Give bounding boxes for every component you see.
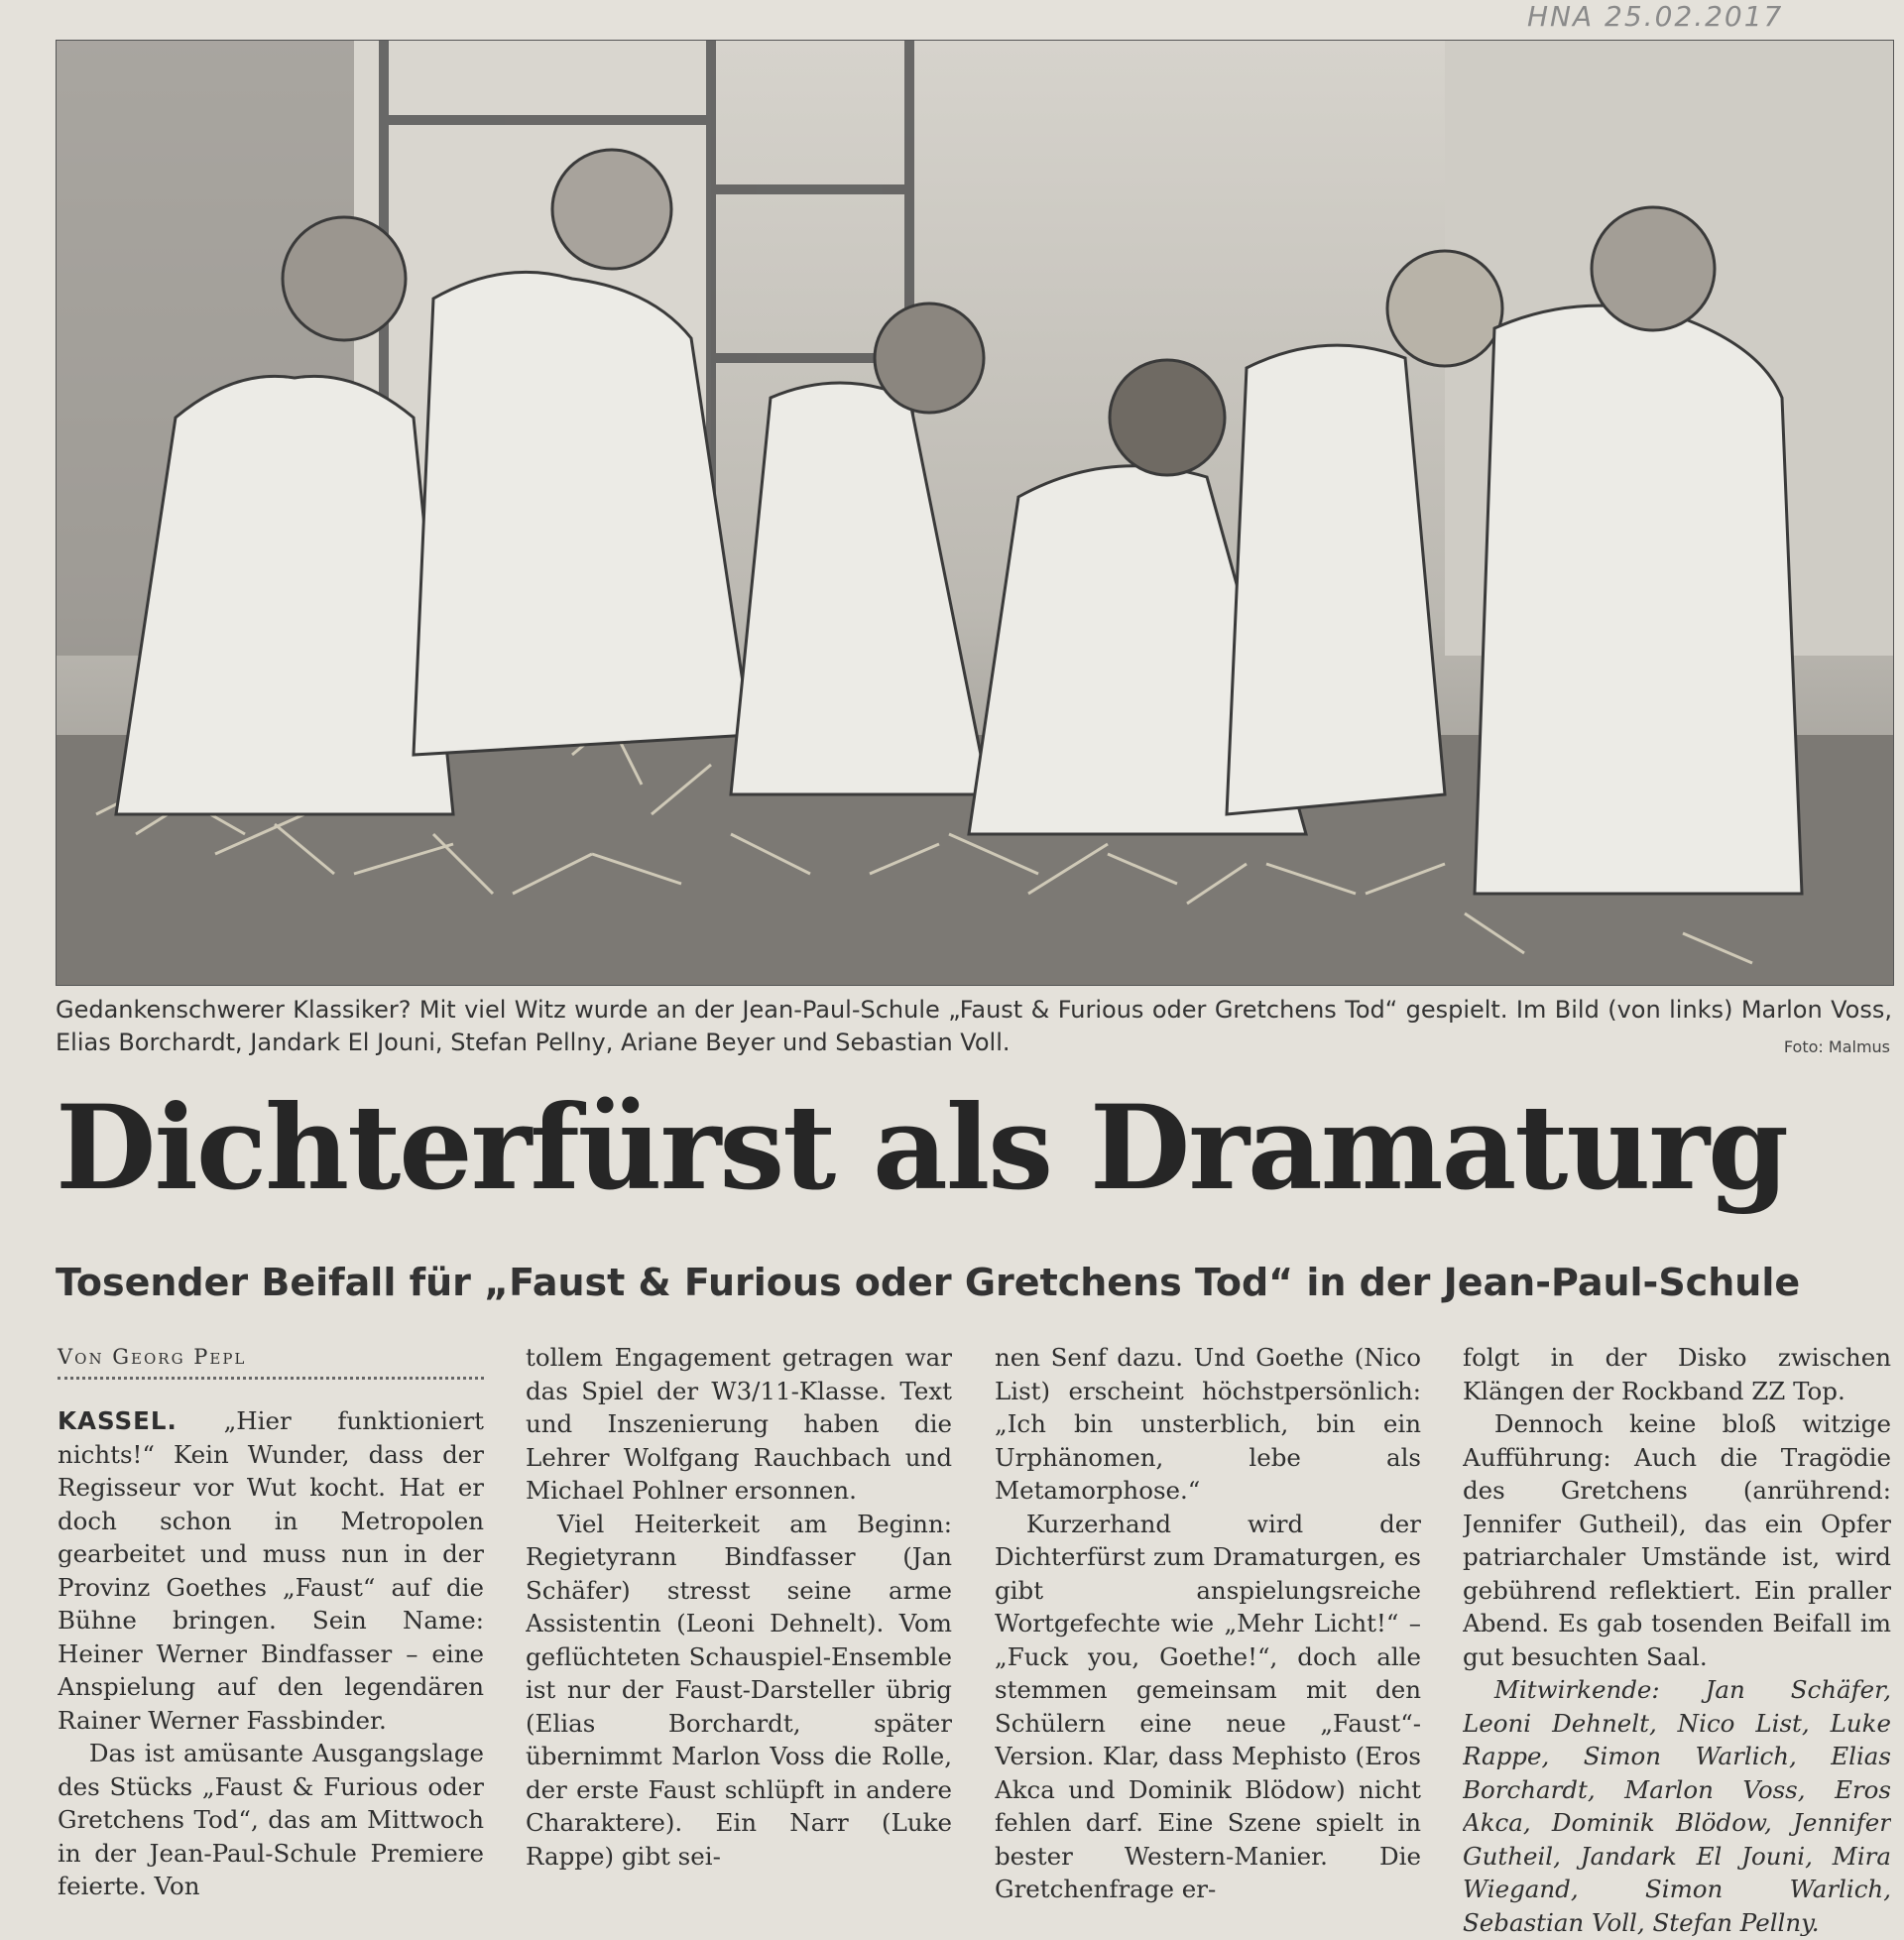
- article-column-4: [1463, 1341, 1891, 1936]
- article-column-1: [58, 1404, 484, 1940]
- article-paragraph: tollem Engagement getragen war das Spiel der W3/11-Klasse. Text und Inszenierung haben die Lehrer Wolfgang Rauchbach und Michael Pohlner ersonnen.: [526, 1343, 952, 1505]
- article-paragraph: Viel Heiterkeit am Beginn: Regietyrann Bindfasser (Jan Schäfer) stresst seine arme Assistentin (Leoni Dehnelt). Vom geflüchteten Schauspiel-Ensemble ist nur der Faust-Darsteller übrig (Elias Borchardt, später übernimmt Marlon Voss die Rolle, der erste Faust schlüpft in andere Charaktere). Ein Narr (Luke Rappe) gibt sei-: [526, 1509, 952, 1871]
- article-column-2: [526, 1341, 952, 1936]
- byline-divider: [58, 1377, 484, 1380]
- article-paragraph: [58, 1404, 484, 1737]
- photo-credit: Foto: Malmus: [1783, 1037, 1890, 1056]
- dateline: KASSEL.: [58, 1406, 178, 1435]
- byline: Von Georg Pepl: [58, 1345, 247, 1369]
- photo-illustration: [57, 41, 1893, 985]
- article-paragraph: Dennoch keine bloß witzige Aufführung: Auch die Tragödie des Gretchens (anrührend: Jennifer Gutheil), das ein Opfer patriarchaler Umstände ist, wird gebührend reflektiert. Ein praller Abend. Es gab tosenden Beifall im gut besuchten Saal.: [1463, 1409, 1891, 1671]
- article-paragraph: Das ist amüsante Ausgangslage des Stücks „Faust & Furious oder Gretchens Tod“, das am Mittwoch in der Jean-Paul-Schule Premiere feierte. Von: [58, 1739, 484, 1900]
- headline: Dichterfürst als Dramaturg: [56, 1079, 1787, 1216]
- paragraph-text: „Hier funktioniert nichts!“ Kein Wunder, dass der Regisseur vor Wut kocht. Hat er doch schon in Metropolen gearbeitet und muss nun in der Provinz Goethes „Faust“ auf die Bühne bringen. Sein Name: Heiner Werner Bindfasser – eine Anspielung auf den legendären Rainer Werner Fassbinder.: [58, 1406, 484, 1735]
- handwritten-date-note: HNA 25.02.2017: [1527, 0, 1784, 33]
- article-paragraph: nen Senf dazu. Und Goethe (Nico List) erscheint höchstpersönlich: „Ich bin unsterblich, bin ein Urphänomen, lebe als Metamorphose.“: [995, 1343, 1421, 1505]
- article-paragraph: folgt in der Disko zwischen Klängen der Rockband ZZ Top.: [1463, 1343, 1891, 1405]
- article-photo: [56, 40, 1894, 986]
- photo-caption: Gedankenschwerer Klassiker? Mit viel Witz wurde an der Jean-Paul-Schule „Faust & Furious oder Gretchens Tod“ gespielt. Im Bild (von links) Marlon Voss, Elias Borchardt, Jandark El Jouni, Stefan Pellny, Ariane Beyer und Sebastian Voll.: [56, 996, 1892, 1056]
- article-column-3: [995, 1341, 1421, 1936]
- cast-list: Mitwirkende: Jan Schäfer, Leoni Dehnelt, Nico List, Luke Rappe, Simon Warlich, Elias Borchardt, Marlon Voss, Eros Akca, Dominik Blödow, Jennifer Gutheil, Jandark El Jouni, Mira Wiegand, Simon Warlich, Sebastian Voll, Stefan Pellny.: [1463, 1675, 1891, 1936]
- subheadline: Tosender Beifall für „Faust & Furious oder Gretchens Tod“ in der Jean-Paul-Schule: [56, 1261, 1801, 1304]
- article-paragraph: Kurzerhand wird der Dichterfürst zum Dramaturgen, es gibt anspielungsreiche Wortgefechte wie „Mehr Licht!“ – „Fuck you, Goethe!“, doch alle stemmen gemeinsam mit den Schülern eine neue „Faust“-Version. Klar, dass Mephisto (Eros Akca und Dominik Blödow) nicht fehlen darf. Eine Szene spielt in bester Western-Manier. Die Gretchenfrage er-: [995, 1509, 1421, 1903]
